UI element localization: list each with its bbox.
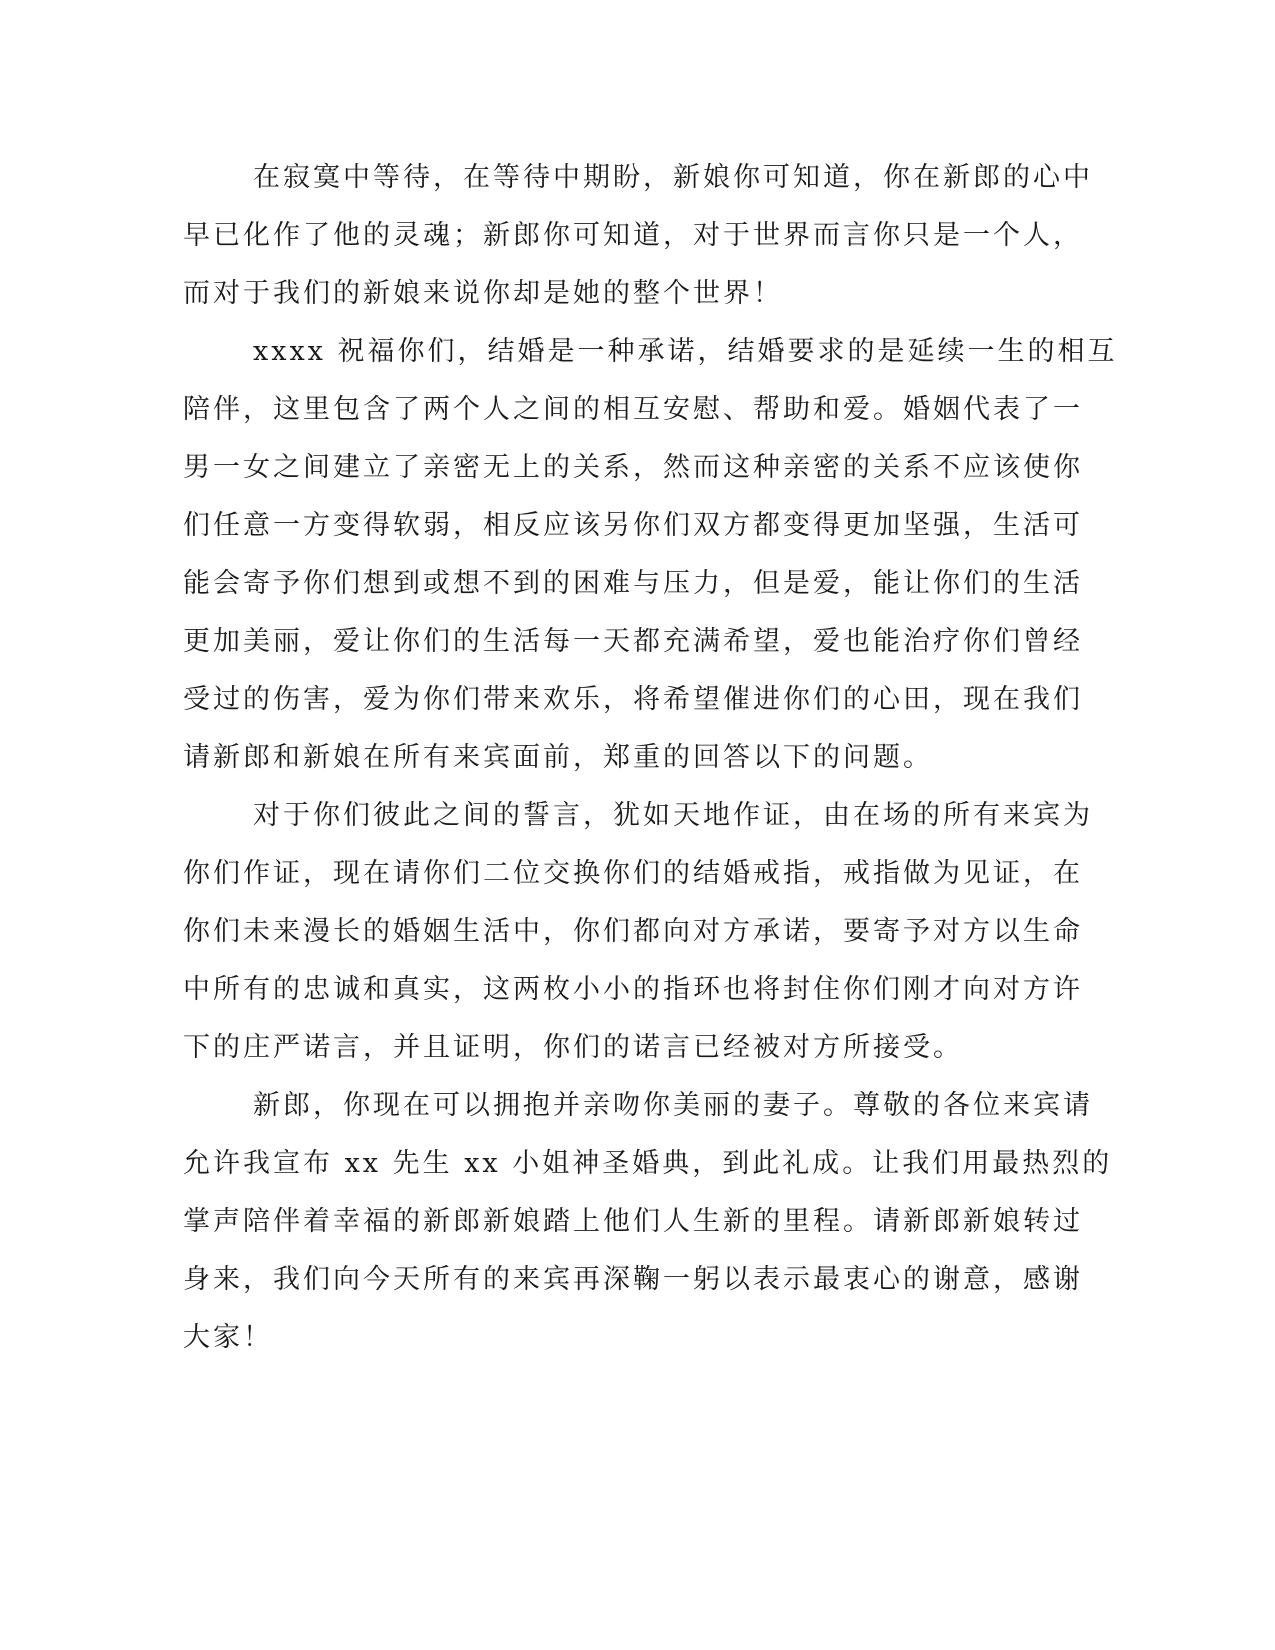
text-line: 们任意一方变得软弱，相反应该另你们双方都变得更加坚强，生活可 (183, 510, 1083, 541)
text-line: 早已化作了他的灵魂；新郎你可知道，对于世界而言你只是一个人， (183, 220, 1083, 251)
text-line: 对于你们彼此之间的誓言，犹如天地作证，由在场的所有来宾为 (253, 800, 1093, 831)
text-line: 掌声陪伴着幸福的新郎新娘踏上他们人生新的里程。请新郎新娘转过 (183, 1206, 1083, 1237)
text-line: 受过的伤害，爱为你们带来欢乐，将希望催进你们的心田，现在我们 (183, 684, 1083, 715)
text-line: 大家！ (183, 1322, 273, 1353)
text-line: 更加美丽，爱让你们的生活每一天都充满希望，爱也能治疗你们曾经 (183, 626, 1083, 657)
text-line: 身来，我们向今天所有的来宾再深鞠一躬以表示最衷心的谢意，感谢 (183, 1264, 1083, 1295)
text-line: 在寂寞中等待，在等待中期盼，新娘你可知道，你在新郎的心中 (253, 162, 1093, 193)
text-line: 男一女之间建立了亲密无上的关系，然而这种亲密的关系不应该使你 (183, 452, 1083, 483)
text-line: 而对于我们的新娘来说你却是她的整个世界！ (183, 278, 783, 309)
text-line: 陪伴，这里包含了两个人之间的相互安慰、帮助和爱。婚姻代表了一 (183, 394, 1083, 425)
text-line: 下的庄严诺言，并且证明，你们的诺言已经被对方所接受。 (183, 1032, 963, 1063)
text-line: 请新郎和新娘在所有来宾面前，郑重的回答以下的问题。 (183, 742, 933, 773)
text-line: 新郎，你现在可以拥抱并亲吻你美丽的妻子。尊敬的各位来宾请 (253, 1090, 1093, 1121)
text-line: 中所有的忠诚和真实，这两枚小小的指环也将封住你们刚才向对方许 (183, 974, 1083, 1005)
text-line: 能会寄予你们想到或想不到的困难与压力，但是爱，能让你们的生活 (183, 568, 1083, 599)
text-line: 允许我宣布 xx 先生 xx 小姐神圣婚典，到此礼成。让我们用最热烈的 (183, 1148, 1113, 1179)
text-line: xxxx 祝福你们，结婚是一种承诺，结婚要求的是延续一生的相互 (253, 336, 1118, 367)
text-line: 你们作证，现在请你们二位交换你们的结婚戒指，戒指做为见证，在 (183, 858, 1083, 889)
text-line: 你们未来漫长的婚姻生活中，你们都向对方承诺，要寄予对方以生命 (183, 916, 1083, 947)
